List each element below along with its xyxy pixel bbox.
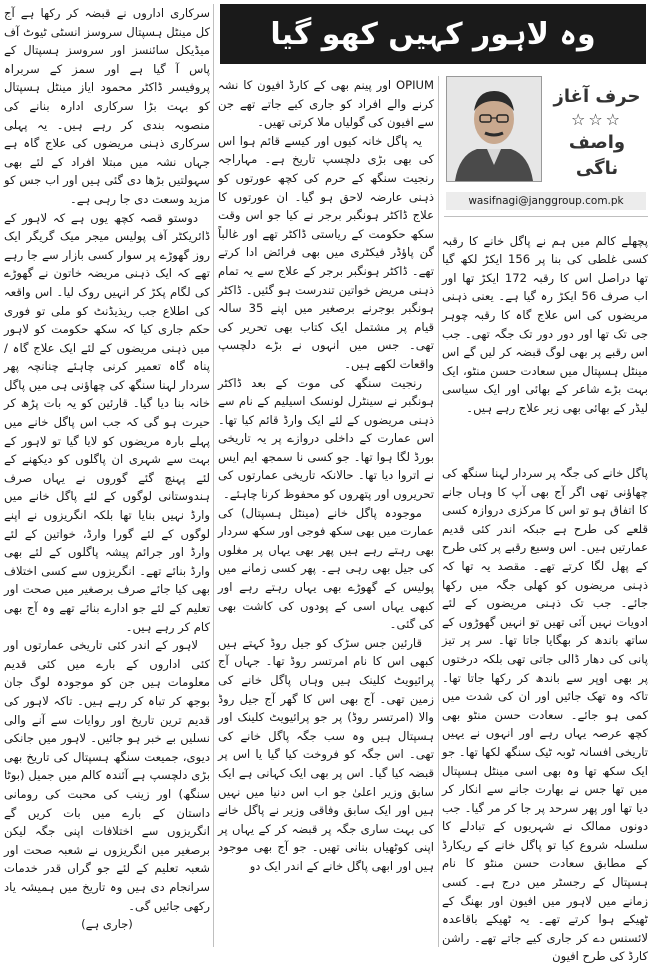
divider (444, 216, 648, 217)
paragraph: یہ پاگل خانہ کیوں اور کیسے قائم ہوا اس کی بھی بڑی دلچسپ تاریخ ہے۔ مہاراجہ رنجیت سنگھ کے حرم کی کچھ عورتوں کو ذہنی عارضہ لاحق ہو گیا۔ ان عورتوں کا علاج ڈاکٹر ہونگبر برجر نے کیا جو اس وقت سکھ حکومت کے ریاستی ڈاکٹر تھے اور غالباً گن پاؤڈر فیکٹری میں بھی فرائض ادا کرتے تھے۔ ڈاکٹر ہونگبر برجر کے علاج سے یہ تمام ذہنی مریض خواتین تندرست ہو گئیں۔ ڈاکٹر ہونگبر بوجرنے برصغیر میں اپنے 35 سالہ قیام پر مشتمل ایک کتاب بھی تحریر کی تھی۔ جس میں انہوں نے بڑے دلچسپ واقعات لکھے ہیں۔ (218, 133, 434, 371)
author-photo (446, 76, 542, 182)
paragraph: OPIUM اور پینم بھی کے کارڈ افیون کا نشہ کرنے والے افراد کو جاری کیے جاتے تھے جن سے افیون کی گولیاں ملا کرتی تھیں۔ (218, 78, 434, 130)
article-column-right (441, 464, 648, 964)
column-divider (213, 4, 214, 947)
author-name: واصف ناگی (568, 132, 626, 179)
paragraph: دوستو قصہ کچھ یوں ہے کہ لاہور کے ڈائریکٹر آف پولیس میجر میک گریگر ایک روز گھوڑے پر سوار کسی بازار سے جا رہے تھے کہ ایک ذہنی مریضہ خاتون نے گھوڑے کی لگام پکڑ کر انہیں روک لیا۔ اس واقعہ کی اطلاع جب ریذیڈنٹ کو ملی تو فوری حکم جاری کیا کہ سکھ حکومت کو لاہور میں ذہنی مریضوں کے لئے ایک علاج گاہ / پناہ گاہ تعمیر کرنی چاہئے چنانچہ پھر سردار لہنا سنگھ کی چھاؤنی ہی میں پاگل خانہ بنا دیا گیا۔ قارئین کو یہ بات پڑھ کر حیرت ہو گی کہ جب اس پاگل خانے میں پہلے بارہ مریضوں کو لایا گیا تو لاہور کے بہت سے شہری ان پاگلوں کو دیکھنے کے لئے پہنچ گئے گوروں نے یہاں صرف ہندوستانی لوگوں کے لئے پاگل خانے میں وارڈ نہیں بنایا تھا بلکہ انگریزوں نے اپنے لوگوں کے لئے گورا وارڈ، خواتین کے لئے وارڈ اور جرائم پیشہ پاگلوں کے لئے بھی وارڈ بنائے تھے۔ انگریزوں سے کسی اختلاف بھی کیا جائے صرف برصغیر میں صحت اور تعلیم کے لئے جو ادارے بنائے تھے وہ آج بھی کام کر رہے ہیں۔ (4, 210, 210, 634)
paragraph: سرکاری اداروں نے قبضہ کر رکھا ہے آج کل مینٹل ہسپتال سروسز انسٹی ٹیوٹ آف میڈیکل سائنسز اور سروسز ہسپتال کے پاس آ گیا ہے اور سمز کے سربراہ پروفیسر ڈاکٹر محمود ایاز مینٹل ہسپتال کو بہت بڑا سرکاری ادارہ بنانے کی منصوبہ بندی کر رہے ہیں۔ یہ پہلی سرکاری ذہنی مریضوں کی علاج گاہ ہے جہاں نشہ میں مبتلا افراد کے لئے بھی سہولتیں بڑھا دی گئی ہیں اور اب جس کو مزید وسعت دی جا رہی ہے۔ (4, 6, 210, 206)
column-brand-title: حرف آغاز (553, 86, 641, 107)
paragraph: پچھلے کالم میں ہم نے پاگل خانے کا رقبہ کسی غلطی کی بنا پر 156 ایکڑ لکھ گیا تھا دراصل اس کا رقبہ 172 ایکڑ تھا اور اب صرف 56 ایکڑ رہ گیا ہے۔ یعنی ذہنی مریضوں کی اس علاج گاہ کا رقبہ چوہر جی تک تھا اور دور دور تک جگہ تھی۔ جب اس رقبے پر بھی لوگ قبضہ کر لیں گے اس مینٹل ہسپتال میں سعادت حسن منٹو، ایک بہت بڑے شاعر کے بھائی اور ایک سیاسی لیڈر کے بھائی بھی زیر علاج رہے ہیں۔ (442, 233, 648, 415)
paragraph: لاہور کے اندر کئی تاریخی عمارتوں اور کئی اداروں کے بارے میں کئی قدیم معلومات ہیں جن کو موجودہ لوگ جان بوجھ کر تباہ کر رہے ہیں۔ تاکہ لاہور کی قدیم ترین تاریخ اور روایات سے آنے والی نسلیں بے خبر ہو جائیں۔ لاہور میں جانکی دیوی، جمیعت سنگھ ہسپتال کی تاریخ بھی بڑی دلچسپ ہے آئندہ کالم میں جمیل (بوٹا سنگھ) اور زینب کی محبت کی رومانی داستان کے بارے میں بات کریں گے انگریزوں سے اختلافات اپنی جگہ لیکن برصغیر میں انگریزوں نے شعبہ صحت اور شعبہ تعلیم کے لئے جو گراں قدر خدمات سرانجام دی ہیں وہ تاریخ میں ہمیشہ یاد رکھی جائیں گی۔ (4, 638, 210, 913)
article-column-left (4, 4, 210, 947)
article-column-middle (218, 76, 434, 947)
article-column-right-top (442, 220, 648, 462)
column-divider (438, 76, 439, 947)
paragraph: رنجیت سنگھ کی موت کے بعد ڈاکٹر ہونگبر نے سینٹرل لونسک اسیلیم کے نام سے ذہنی مریضوں کے لئے ایک وارڈ قائم کیا تھا۔ اس عمارت کے داخلی دروازے پر یہ تاریخی بورڈ لگا ہوا تھا۔ جو کسی نا سمجھ ایم ایس نے اتروا دیا تھا۔ حالانکہ تاریخی عمارتوں کی تحریروں اور پتھروں کو محفوظ کرنا چاہئے۔ (218, 375, 434, 502)
author-email[interactable]: wasifnagi@janggroup.com.pk (446, 192, 646, 210)
column-stars: ☆☆☆ (570, 110, 624, 129)
continued-note: (جاری ہے) (81, 917, 133, 932)
author-photo-icon (447, 77, 541, 181)
paragraph: پاگل خانے کی جگہ پر سردار لہنا سنگھ کی چھاؤنی تھی اگر آج بھی آپ کا وہاں جانے کا اتفاق ہو تو اس کا مرکزی دروازہ کسی قلعے کی طرح ہے جبکہ اندر کئی قدیم عمارتیں ہیں۔ اس وسیع رقبے پر کئی طرح کے پھل لگا کرتے تھے۔ مقصد یہ تھا کہ ذہنی مریضوں کو کھلی جگہ میں رکھا جائے۔ جب تک ذہنی مریضوں کے لئے ادویات نہیں آئی تھیں تو انہیں گھوڑوں کے ساتھ باندھ کر بھگایا جاتا تھا۔ سر پر تیز پانی کی دھار ڈالی جاتی تھی بلکہ درختوں پر بھی اوپر سے باندھ کر رکھا جاتا تھا۔ تاکہ وہ تھک جائیں اور ان کی شدت میں کمی ہو جائے۔ سعادت حسن منٹو بھی کچھ عرصہ یہاں رہے اور انہوں نے یہیں تاریخی افسانہ ٹوبہ ٹیک سنگھ لکھا تھا۔ جو ایک سکھ تھا وہ بھی اسی مینٹل ہسپتال میں تھا جس نے بھارت جانے سے انکار کر دیا تھا اور پھر سرحد پر جا کر مر گیا۔ جب دونوں ممالک نے شہریوں کے تبادلے کا سلسلہ شروع کیا تو پاگل خانے کے ریکارڈ کے مطابق سعادت حسن منٹو کا نام ہسپتال کے رجسٹر میں درج ہے۔ کسی زمانے میں لاہور میں افیون اور بھنگ کے ٹھیکے ہوا کرتے تھے۔ یہ ٹھیکے باقاعدہ لائسنس دے کر جاری کیے جاتے تھے۔ راشن کارڈ کی طرح افیون (441, 466, 648, 964)
paragraph: موجودہ پاگل خانے (مینٹل ہسپتال) کی عمارت میں بھی سکھ فوجی اور سکھ سردار بھی رہتے رہے ہیں پھر بھی یہاں پر مغلوں کی جیل بھی رہی ہے۔ پھر کسی زمانے میں پولیس کے گھوڑے بھی یہاں رہتے رہے اور کبھی یہاں اسی کے پودوں کی کاشت بھی کی گئی۔ (218, 505, 434, 632)
column-brand (548, 84, 646, 182)
headline: وہ لاہور کہیں کھو گیا (220, 4, 646, 64)
paragraph: قارئین جس سڑک کو جیل روڈ کہتے ہیں کبھی اس کا نام امرتسر روڈ تھا۔ جہاں آج پرائیویٹ کلینک ہیں وہاں پاگل خانے کی زمین تھی۔ آج بھی اس کا گھر آج جیل روڈ والا (امرتسر روڈ) پر جو پرائیویٹ کلینک اور ہسپتال ہیں وہ سب جگہ پاگل خانے کی تھی۔ اس جگہ کو فروخت کیا گیا یا اس پر قبضہ کیا گیا۔ اس پر بھی ایک کہانی ہے ایک سابق وزیر اعلیٰ جو اب اس دنیا میں نہیں ہیں اور ایک سابق وفاقی وزیر نے پاگل خانے کی بہت ساری جگہ پر قبضہ کر کے یہاں پر اپنی کوٹھیاں بنانی تھیں۔ جو آج بھی موجود ہیں اور ابھی پاگل خانے کے اندر ایک دو (218, 635, 434, 873)
